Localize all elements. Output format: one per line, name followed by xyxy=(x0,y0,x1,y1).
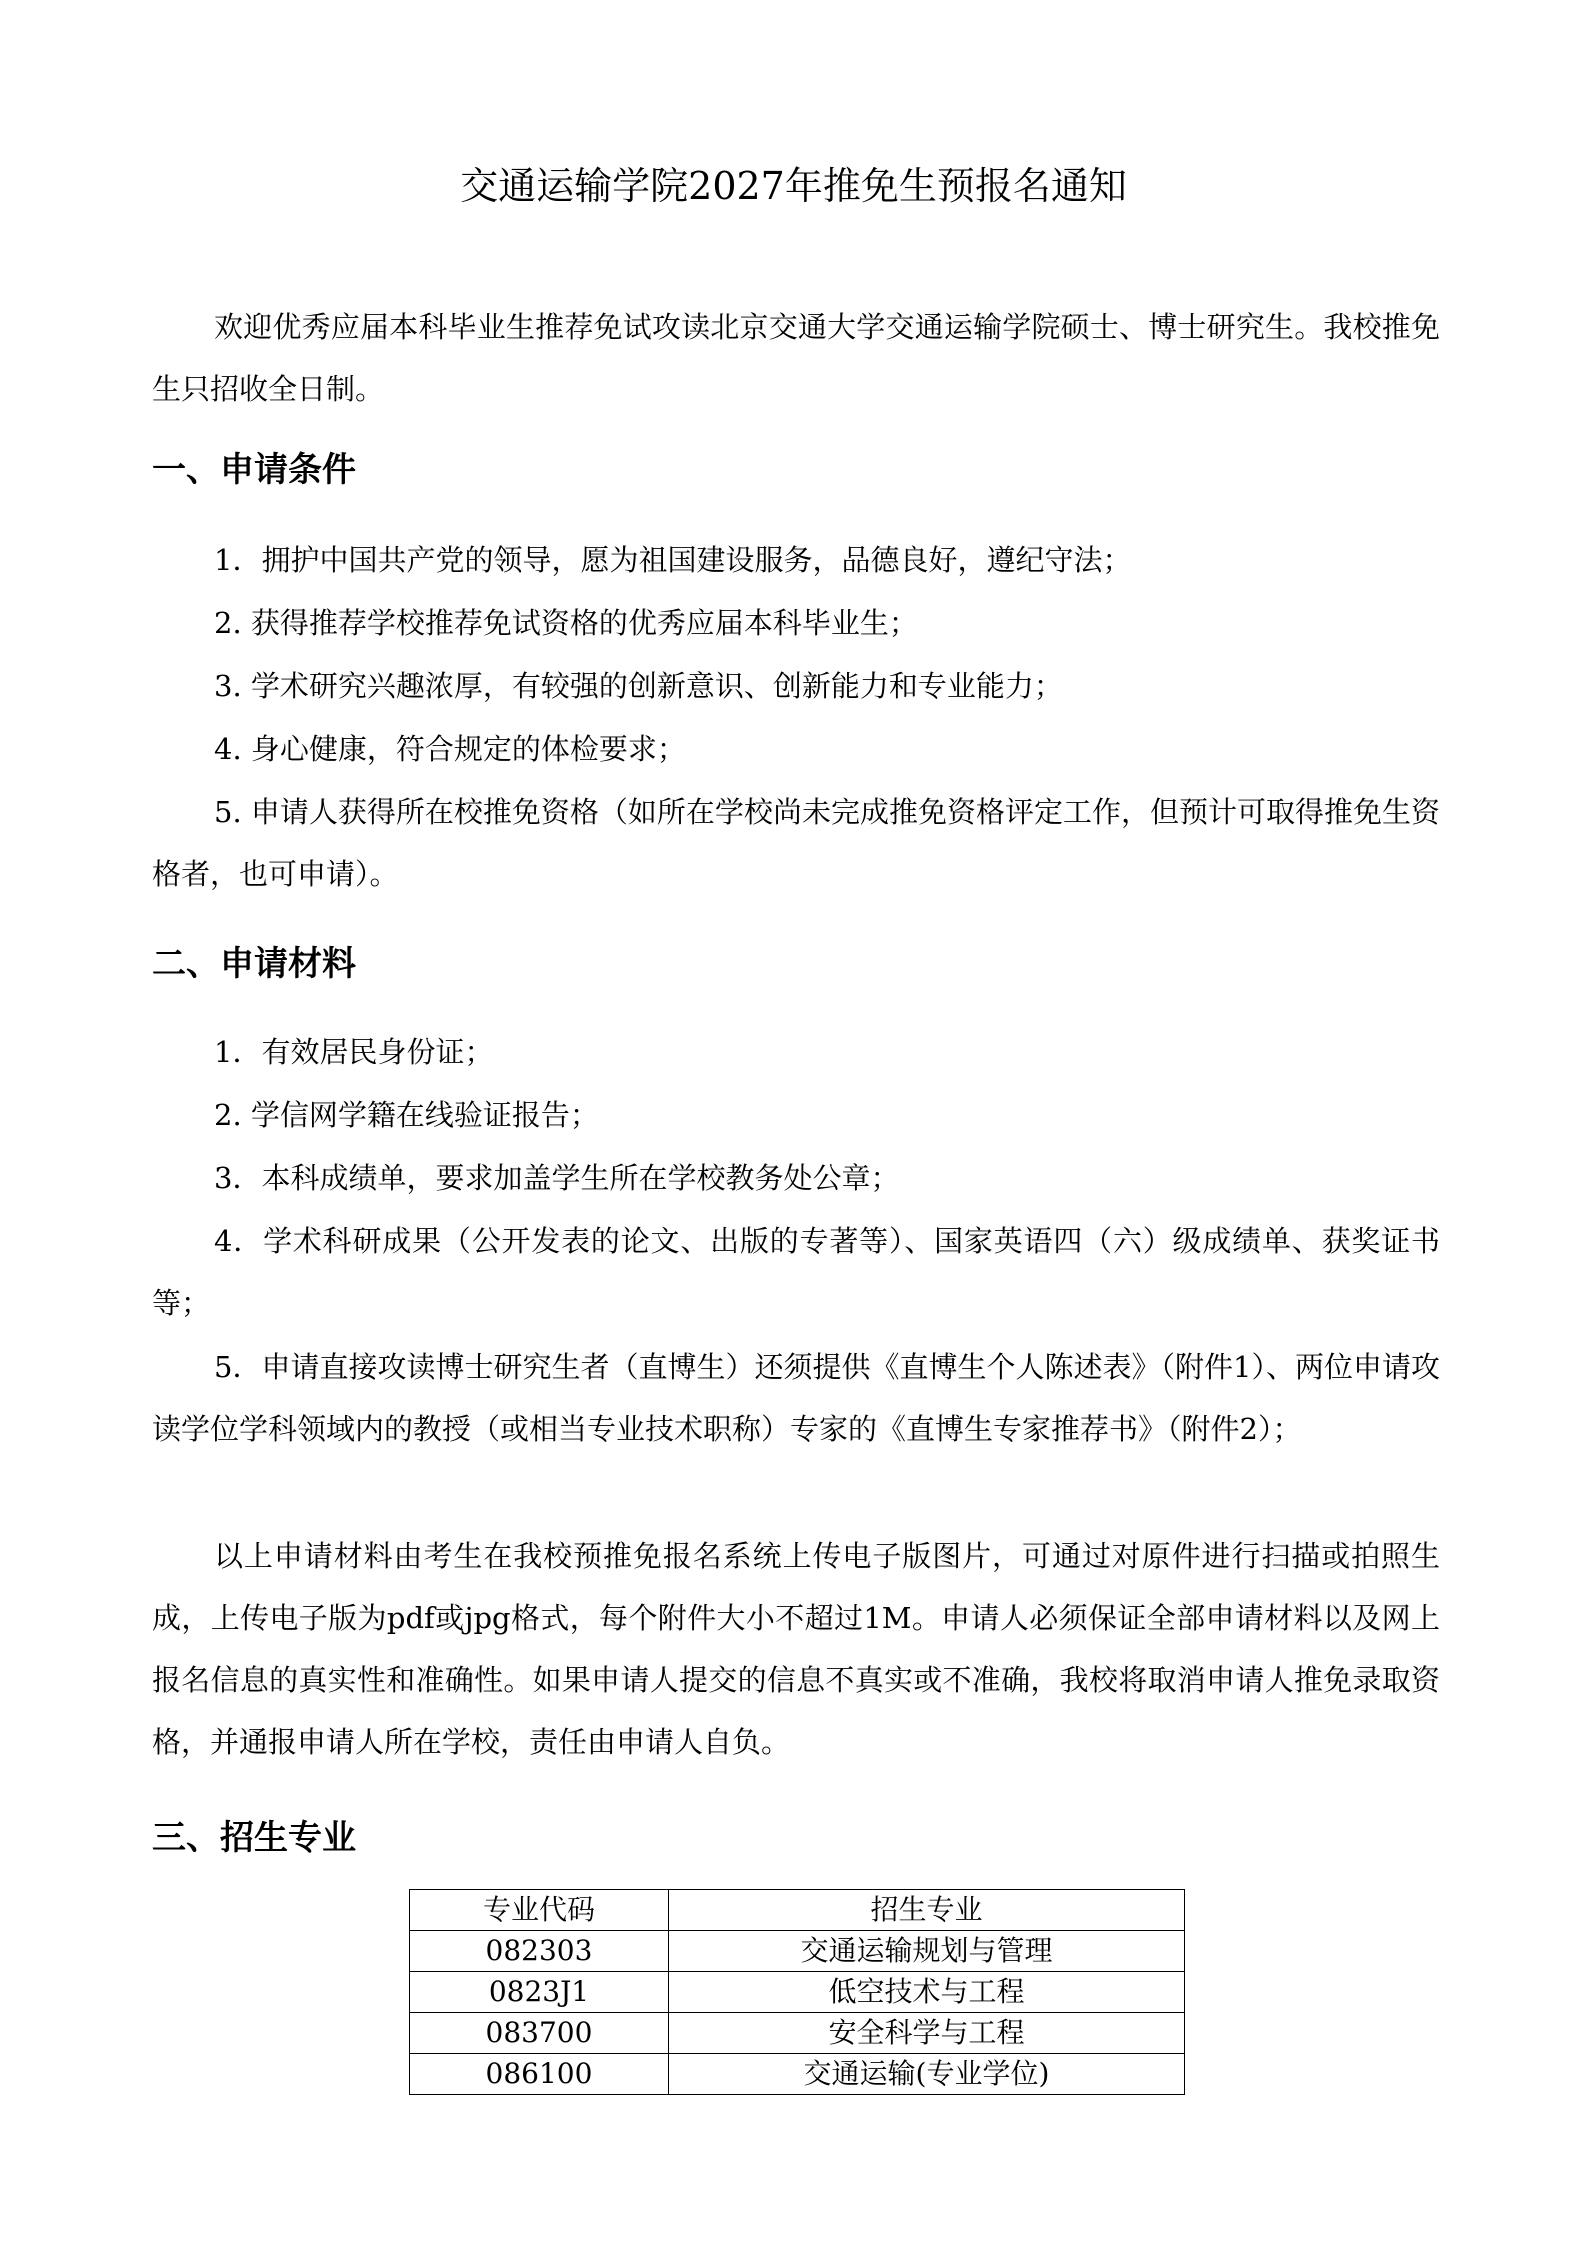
column-header-code: 专业代码 xyxy=(410,1890,669,1931)
section-heading-majors: 三、招生专业 xyxy=(152,1818,356,1858)
condition-item: 4. 身心健康，符合规定的体检要求； xyxy=(214,732,686,766)
table-header-row xyxy=(410,1890,1185,1931)
major-code-cell: 082303 xyxy=(410,1931,669,1972)
section-heading-conditions: 一、申请条件 xyxy=(152,450,356,490)
section-heading-materials: 二、申请材料 xyxy=(152,944,356,984)
major-name-cell: 低空技术与工程 xyxy=(668,1972,1184,2013)
table-row xyxy=(410,1972,1185,2013)
material-item: 5．申请直接攻读博士研究生者（直博生）还须提供《直博生个人陈述表》（附件1）、两位申请攻读学位学科领域内的教授（或相当专业技术职称）专家的《直博生专家推荐书》（附件2）； xyxy=(152,1350,1440,1446)
condition-item: 5. 申请人获得所在校推免资格（如所在学校尚未完成推免资格评定工作，但预计可取得推免生资格者，也可申请）。 xyxy=(152,795,1440,891)
materials-note-paragraph: 以上申请材料由考生在我校预推免报名系统上传电子版图片，可通过对原件进行扫描或拍照生成，上传电子版为pdf或jpg格式，每个附件大小不超过1M。申请人必须保证全部申请材料以及网上报名信息的真实性和准确性。如果申请人提交的信息不真实或不准确，我校将取消申请人推免录取资格，并通报申请人所在学校，责任由申请人自负。 xyxy=(152,1539,1440,1759)
material-item: 1．有效居民身份证； xyxy=(214,1035,494,1069)
table-row xyxy=(410,2013,1185,2054)
table-row xyxy=(410,2054,1185,2095)
material-item: 4．学术科研成果（公开发表的论文、出版的专著等）、国家英语四（六）级成绩单、获奖证书等； xyxy=(152,1224,1440,1320)
intro-paragraph: 欢迎优秀应届本科毕业生推荐免试攻读北京交通大学交通运输学院硕士、博士研究生。我校推免生只招收全日制。 xyxy=(152,310,1440,406)
condition-item: 3. 学术研究兴趣浓厚，有较强的创新意识、创新能力和专业能力； xyxy=(214,669,1063,703)
condition-item: 1．拥护中国共产党的领导，愿为祖国建设服务，品德良好，遵纪守法； xyxy=(214,543,1132,577)
major-name-cell: 交通运输(专业学位) xyxy=(668,2054,1184,2095)
major-code-cell: 086100 xyxy=(410,2054,669,2095)
major-code-cell: 0823J1 xyxy=(410,1972,669,2013)
major-name-cell: 交通运输规划与管理 xyxy=(668,1931,1184,1972)
column-header-major: 招生专业 xyxy=(668,1890,1184,1931)
document-title: 交通运输学院2027年推免生预报名通知 xyxy=(460,164,1127,208)
major-code-cell: 083700 xyxy=(410,2013,669,2054)
major-name-cell: 安全科学与工程 xyxy=(668,2013,1184,2054)
material-item: 2. 学信网学籍在线验证报告； xyxy=(214,1098,599,1132)
table-row xyxy=(410,1931,1185,1972)
majors-table xyxy=(409,1889,1185,2095)
condition-item: 2. 获得推荐学校推荐免试资格的优秀应届本科毕业生； xyxy=(214,606,918,640)
material-item: 3．本科成绩单，要求加盖学生所在学校教务处公章； xyxy=(214,1161,900,1195)
